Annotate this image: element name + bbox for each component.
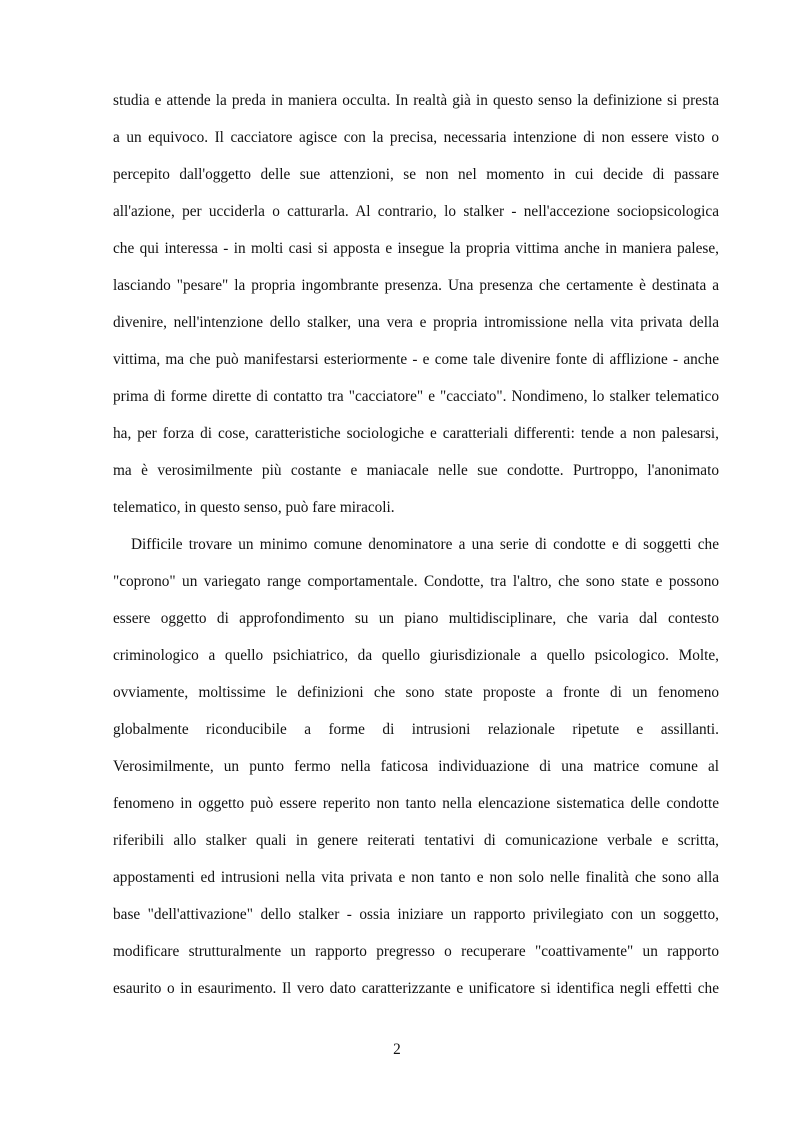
text-line: prima di forme dirette di contatto tra "cacciatore" e "cacciato". Nondimeno, lo stalker telematico — [113, 388, 719, 405]
body-text — [113, 91, 719, 1016]
text-line: base "dell'attivazione" dello stalker - ossia iniziare un rapporto privilegiato con un soggetto, — [113, 906, 719, 923]
text-line: globalmente riconducibile a forme di intrusioni relazionale ripetute e assillanti. — [113, 721, 719, 738]
text-line: vittima, ma che può manifestarsi esteriormente - e come tale divenire fonte di afflizione - anche — [113, 351, 719, 368]
text-line: criminologico a quello psichiatrico, da quello giurisdizionale a quello psicologico. Molte, — [113, 647, 719, 664]
text-line: lasciando "pesare" la propria ingombrante presenza. Una presenza che certamente è destinata a — [113, 277, 719, 294]
text-line: modificare strutturalmente un rapporto pregresso o recuperare "coattivamente" un rapporto — [113, 943, 719, 960]
text-line: studia e attende la preda in maniera occulta. In realtà già in questo senso la definizione si presta — [113, 92, 719, 109]
text-line: Difficile trovare un minimo comune denominatore a una serie di condotte e di soggetti che — [131, 536, 719, 553]
text-line: esaurito o in esaurimento. Il vero dato caratterizzante e unificatore si identifica negli effetti che — [113, 980, 719, 997]
text-line: percepito dall'oggetto delle sue attenzioni, se non nel momento in cui decide di passare — [113, 166, 719, 183]
text-line: ovviamente, moltissime le definizioni che sono state proposte a fronte di un fenomeno — [113, 684, 719, 701]
text-line: ha, per forza di cose, caratteristiche sociologiche e caratteriali differenti: tende a non palesarsi, — [113, 425, 719, 442]
text-line: appostamenti ed intrusioni nella vita privata e non tanto e non solo nelle finalità che sono alla — [113, 869, 719, 886]
text-line: ma è verosimilmente più costante e maniacale nelle sue condotte. Purtroppo, l'anonimato — [113, 462, 719, 479]
text-line: fenomeno in oggetto può essere reperito non tanto nella elencazione sistematica delle condotte — [113, 795, 719, 812]
text-line: essere oggetto di approfondimento su un piano multidisciplinare, che varia dal contesto — [113, 610, 719, 627]
text-line: "coprono" un variegato range comportamentale. Condotte, tra l'altro, che sono state e possono — [113, 573, 719, 590]
text-line: all'azione, per ucciderla o catturarla. Al contrario, lo stalker - nell'accezione sociopsicologica — [113, 203, 719, 220]
text-line: telematico, in questo senso, può fare miracoli. — [113, 499, 395, 516]
text-line: Verosimilmente, un punto fermo nella faticosa individuazione di una matrice comune al — [113, 758, 719, 775]
text-line: riferibili allo stalker quali in genere reiterati tentativi di comunicazione verbale e scritta, — [113, 832, 719, 849]
text-line: divenire, nell'intenzione dello stalker, una vera e propria intromissione nella vita privata della — [113, 314, 719, 331]
text-line: a un equivoco. Il cacciatore agisce con la precisa, necessaria intenzione di non essere visto o — [113, 129, 719, 146]
text-line: che qui interessa - in molti casi si apposta e insegue la propria vittima anche in maniera palese, — [113, 240, 719, 257]
page-number: 2 — [393, 1041, 401, 1058]
